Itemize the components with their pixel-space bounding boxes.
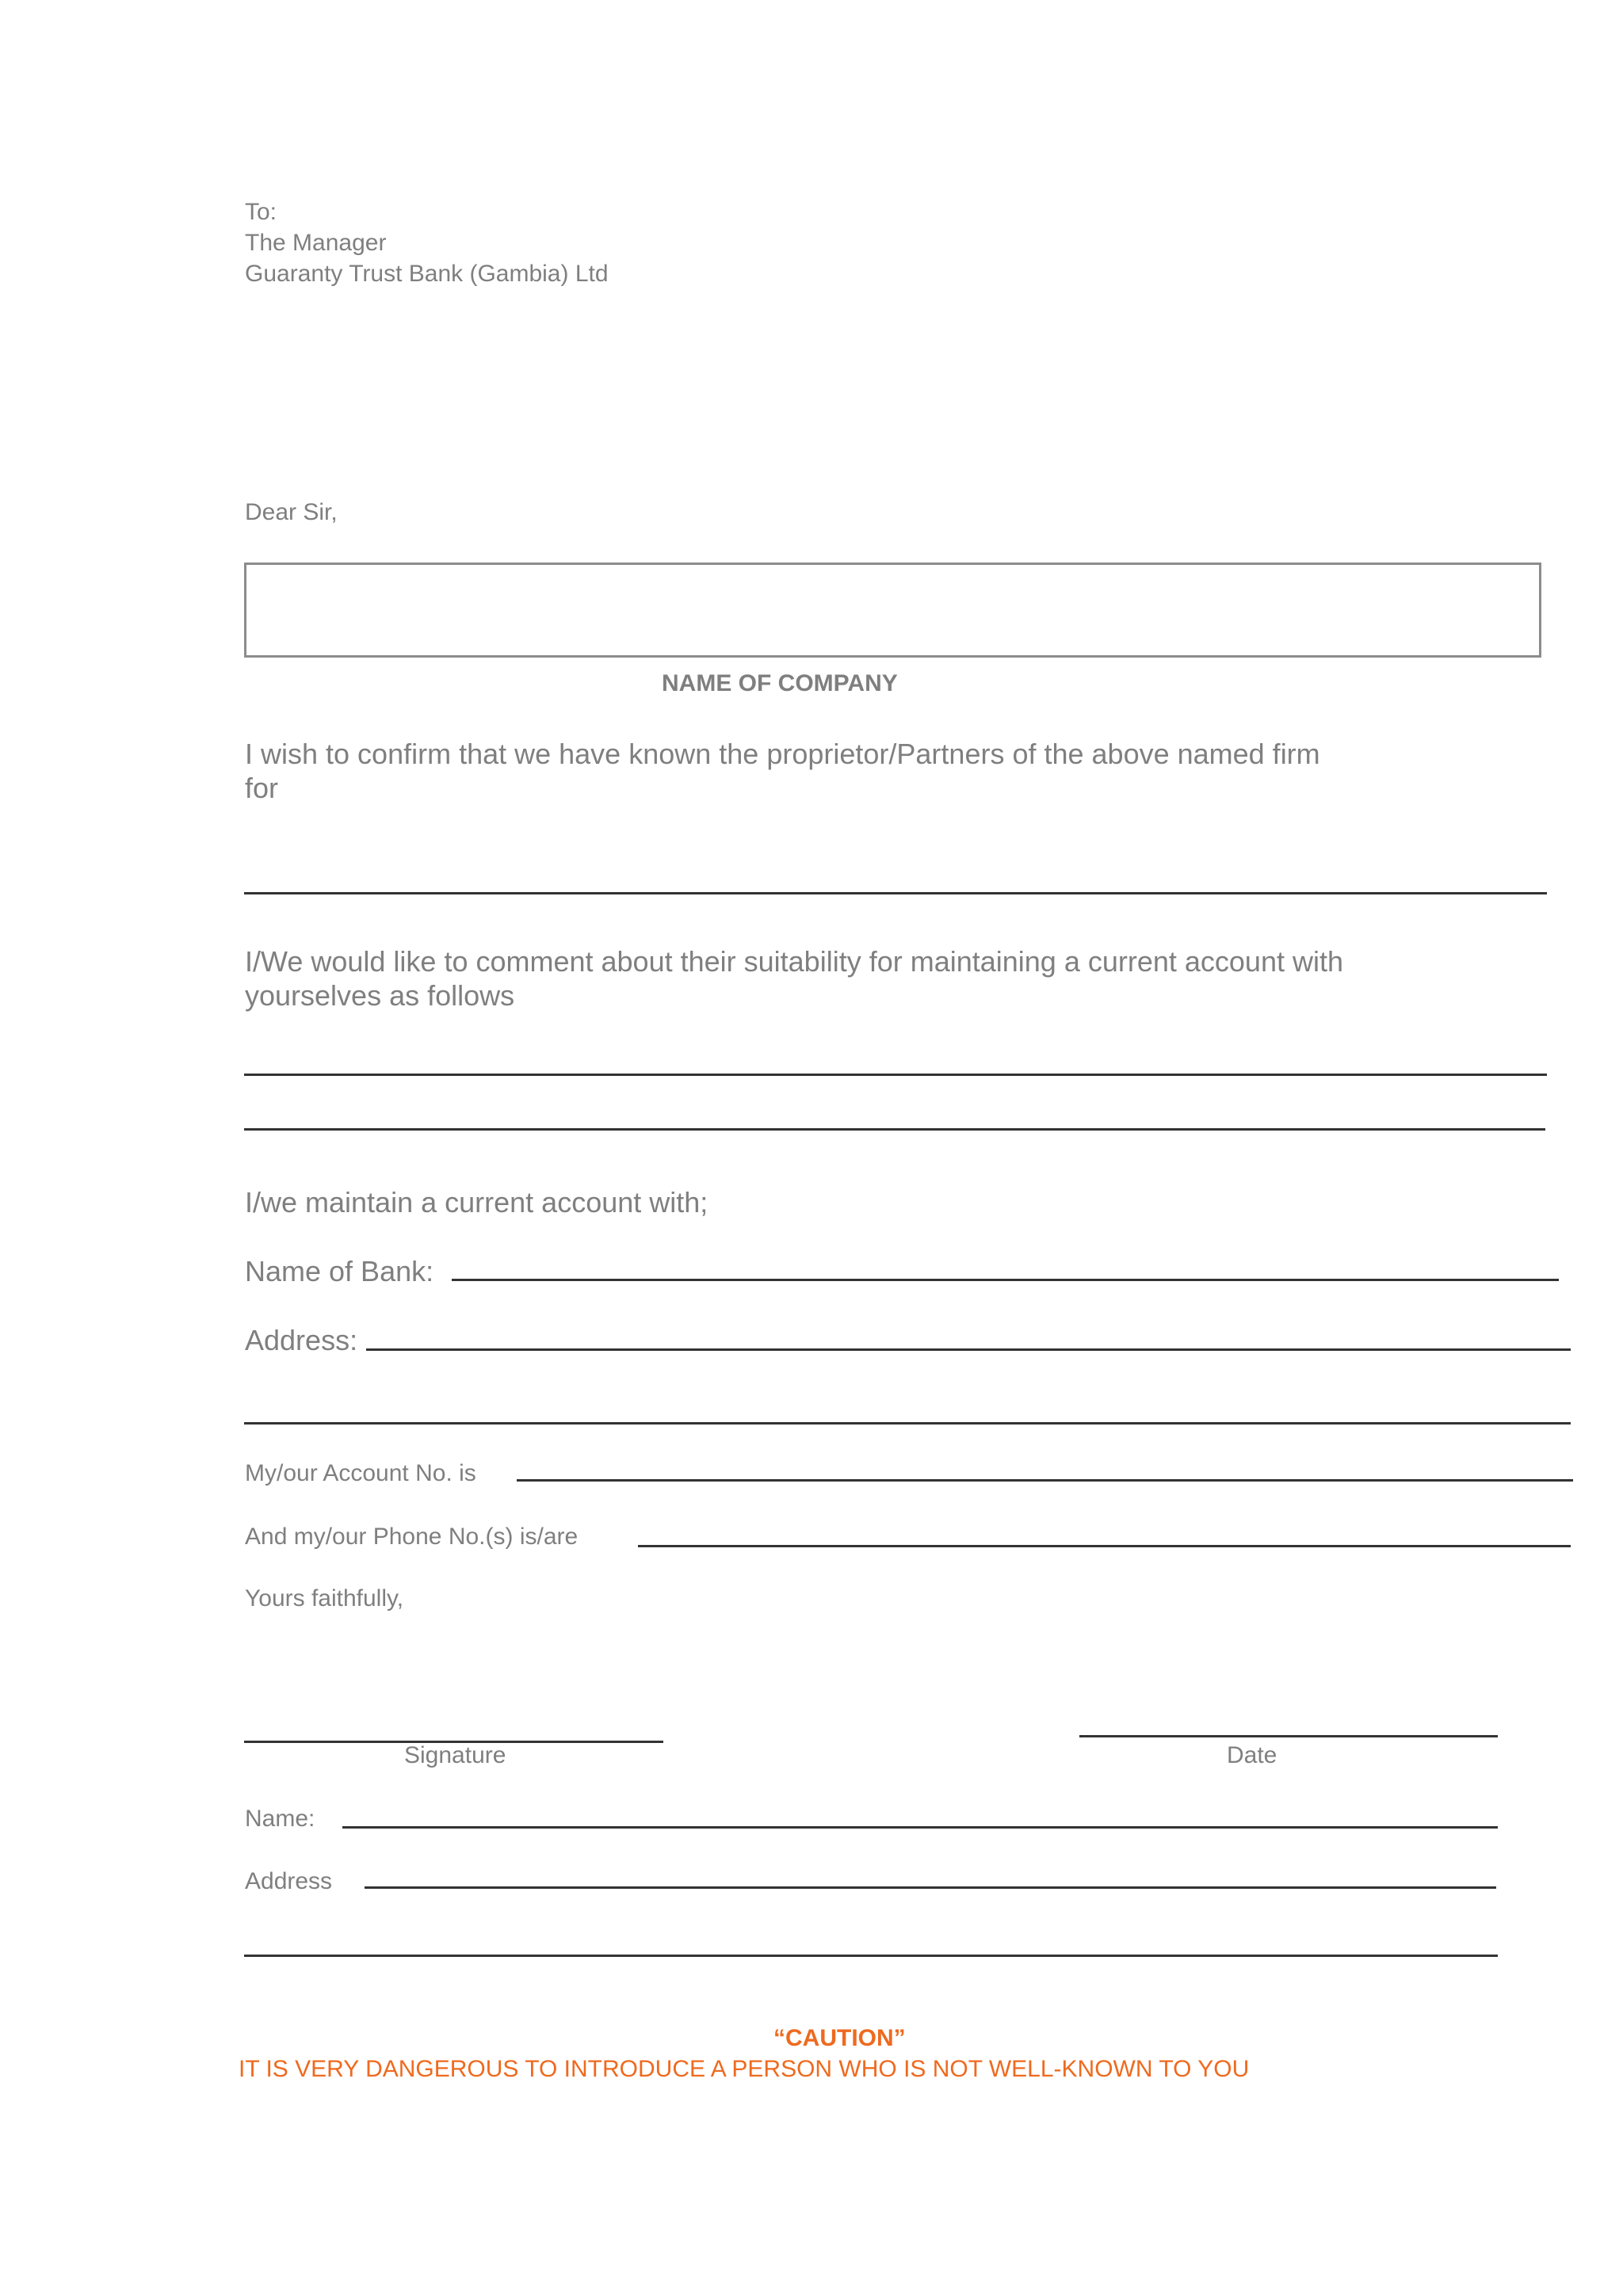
known-for-line[interactable] [244,892,1547,894]
address-line-1[interactable] [365,1886,1496,1889]
maintain-intro: I/we maintain a current account with; [245,1186,708,1219]
address-label: Address [245,1868,333,1894]
recipient-org: Guaranty Trust Bank (Gambia) Ltd [245,261,609,287]
comment-line-2[interactable] [244,1128,1545,1131]
company-name-field[interactable] [244,563,1541,658]
salutation: Dear Sir, [245,499,338,525]
company-name-caption: NAME OF COMPANY [662,670,898,696]
bank-name-label: Name of Bank: [245,1255,434,1287]
bank-name-line[interactable] [452,1279,1559,1281]
closing: Yours faithfully, [245,1585,404,1611]
phone-label: And my/our Phone No.(s) is/are [245,1524,579,1550]
comment-line-1[interactable] [244,1074,1547,1076]
address-line-2[interactable] [244,1955,1498,1957]
account-no-label: My/our Account No. is [245,1460,476,1486]
comment-paragraph-line2: yourselves as follows [245,979,515,1012]
caution-message: IT IS VERY DANGEROUS TO INTRODUCE A PERSON WHO IS NOT WELL-KNOWN TO YOU [239,2056,1250,2082]
bank-address-line-1[interactable] [366,1348,1571,1351]
recipient-title: The Manager [245,230,387,256]
bank-address-label: Address: [245,1324,358,1356]
account-no-line[interactable] [517,1479,1573,1482]
date-label: Date [1227,1742,1277,1768]
name-label: Name: [245,1806,315,1832]
comment-paragraph-line1: I/We would like to comment about their suitability for maintaining a current account with [245,945,1343,978]
signature-label: Signature [404,1742,506,1768]
known-paragraph-line1: I wish to confirm that we have known the proprietor/Partners of the above named firm [245,738,1320,770]
phone-line[interactable] [638,1545,1571,1547]
known-paragraph-line2: for [245,772,279,804]
date-line[interactable] [1079,1735,1498,1737]
name-line[interactable] [342,1826,1498,1829]
caution-title: “CAUTION” [773,2025,906,2051]
bank-address-line-2[interactable] [244,1422,1571,1425]
to-label: To: [245,199,277,225]
